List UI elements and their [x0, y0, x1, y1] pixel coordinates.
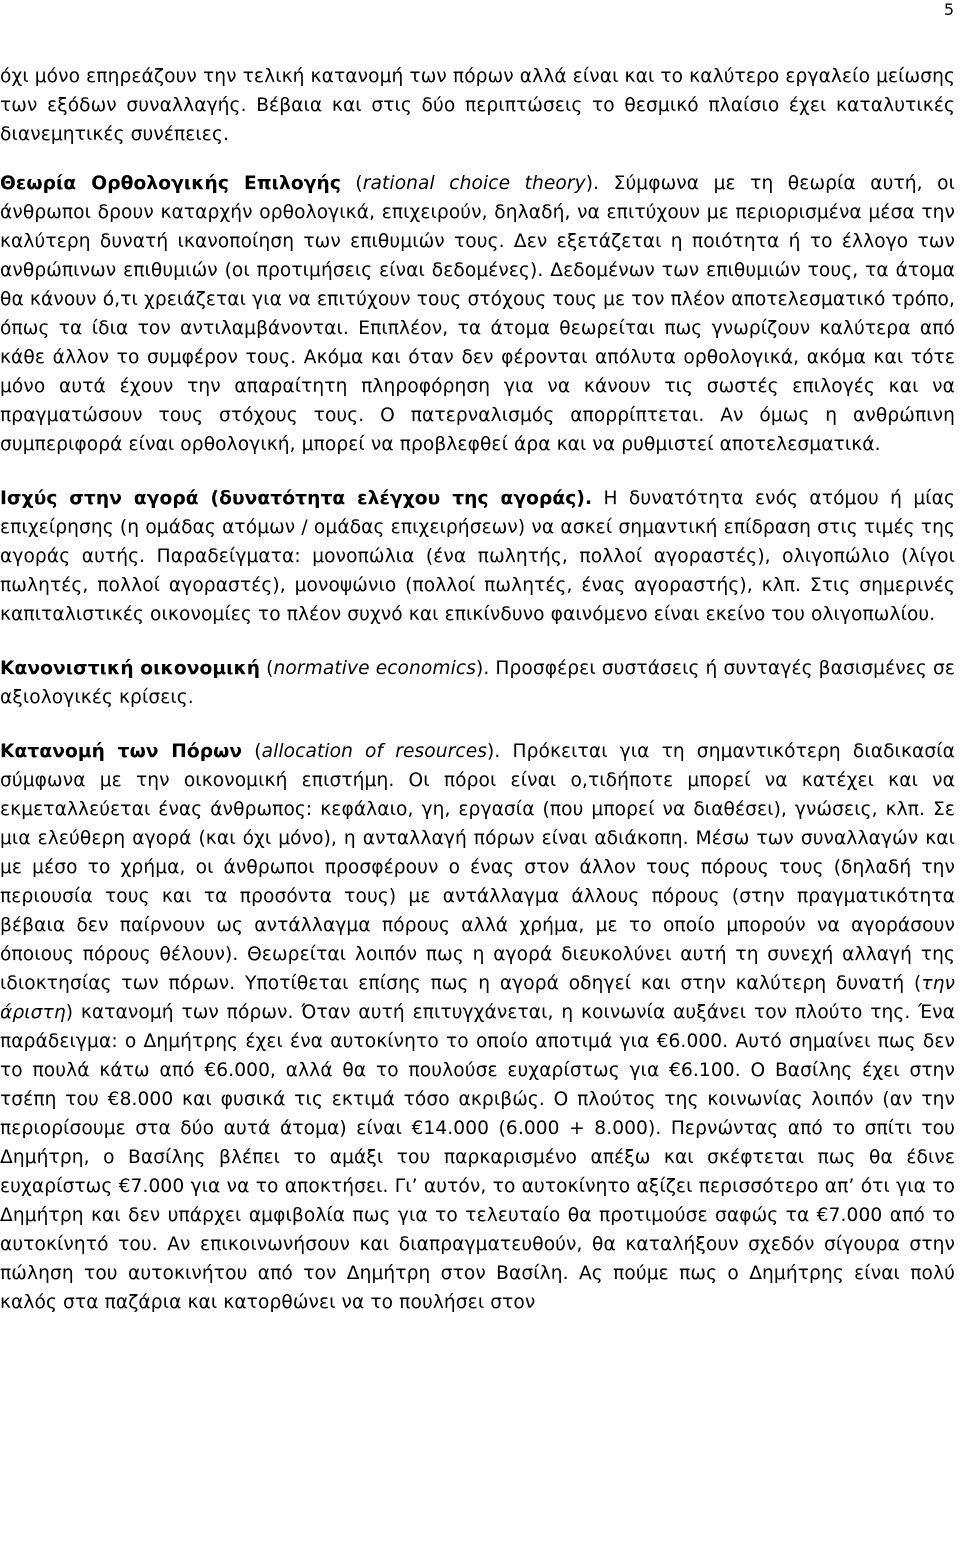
paragraph-normative-economics [0, 654, 955, 712]
paren-close: ). [585, 173, 600, 194]
paragraph-text: ) κατανομή των πόρων. Όταν αυτή επιτυγχάνεται, η κοινωνία αυξάνει τον πλούτο της. Ένα παράδειγμα: ο Δημήτρης έχει ένα αυτοκίνητο το οποίο αποτιμά για €6.000. Αυτό σημαίνει πως δεν το πουλά κάτω από €6.000, αλλά θα το πουλούσε ευχαρίστως για €6.100. Ο Βασίλης έχει στην τσέπη του €8.000 και φυσικά τις εκτιμά τόσο ακριβώς. Ο πλούτος της κοινωνίας λοιπόν (αν την περιορίσουμε στα δύο αυτά άτομα) είναι €14.000 (6.000 + 8.000). Περνώντας από το σπίτι του Δημήτρη, ο Βασίλης βλέπει το αμάξι του παρκαρισμένο απέξω και σκέφτεται πως θα έδινε ευχαρίστως €7.000 για να το αποκτήσει. Γι’ αυτόν, το αυτοκίνητο αξίζει περισσότερο απ’ ότι για το Δημήτρη και δεν υπάρχει αμφιβολία πως για το τελευταίο θα προτιμούσε σαφώς τα €7.000 από το αυτοκίνητό του. Αν επικοινωνήσουν και διαπραγματευθούν, θα καταλήξουν σχεδόν σίγουρα στην πώληση του αυτοκινήτου από τον Δημήτρη στον Βασίλη. Ας πούμε πως ο Δημήτρης είναι πολύ καλός στα παζάρια και κατορθώνει να το πουλήσει στον [0, 1002, 955, 1313]
paren-close: ). [487, 741, 501, 762]
paren-close: ). [475, 658, 490, 679]
paragraph-text: Πρόκειται για τη σημαντικότερη διαδικασία σύμφωνα με την οικονομική επιστήμη. Οι πόροι είναι ο,τιδήποτε μπορεί να κατέχει και να εκμεταλλεύεται ένας άνθρωπος: κεφάλαιο, γη, εργασία (που μπορεί να διαθέσει), γνώσεις, κλπ. Σε μια ελεύθερη αγορά (και όχι μόνο), η ανταλλαγή πόρων είναι αδιάκοπη. Μέσω των συναλλαγών και με μέσο το χρήμα, οι άνθρωποι προσφέρουν ο ένας στον άλλον τους πόρους τους (δηλαδή την περιουσία τους και τα προσόντα τους) με αντάλλαγμα άλλους πόρους (στην πραγματικότητα βέβαια δεν παίρνουν ως αντάλλαγμα πόρους αλλά χρήμα, με το οποίο μπορούν να αγοράσουν όποιους πόρους θέλουν). Θεωρείται λοιπόν πως η αγορά διευκολύνει αυτή τη συνεχή αλλαγή της ιδιοκτησίας των πόρων. Υποτίθεται επίσης πως η αγορά οδηγεί και στην καλύτερη δυνατή ( [0, 741, 955, 994]
english-term: allocation of resources [261, 741, 488, 762]
term-heading: Κανονιστική οικονομική [0, 658, 261, 679]
paragraph-continuation [0, 62, 955, 149]
paragraph-text: Σύμφωνα με τη θεωρία αυτή, οι άνθρωποι δρουν καταρχήν ορθολογικά, επιχειρούν, δηλαδή, να επιτύχουν με περιορισμένα μέσα την καλύτερη δυνατή ικανοποίηση των επιθυμιών τους. Δεν εξετάζεται η ποιότητα ή το έλλογο των ανθρώπινων επιθυμιών (οι προτιμήσεις είναι δεδομένες). Δεδομένων των επιθυμιών τους, τα άτομα θα κάνουν ό,τι χρειάζεται για να επιτύχουν τους στόχους τους με τον πλέον αποτελεσματικό τρόπο, όπως τα ίδια τον αντιλαμβάνονται. Επιπλέον, τα άτομα θεωρείται πως γνωρίζουν καλύτερα από κάθε άλλον το συμφέρον τους. Ακόμα και όταν δεν φέρονται απόλυτα ορθολογικά, ακόμα και τότε μόνο αυτά έχουν την απαραίτητη πληροφόρηση για να κάνουν τις σωστές επιλογές και να πραγματώσουν τους στόχους τους. Ο πατερναλισμός απορρίπτεται. Αν όμως η ανθρώπινη συμπεριφορά είναι ορθολογική, μπορεί να προβλεφθεί άρα και να ρυθμιστεί αποτελεσματικά. [0, 173, 955, 455]
italic-phrase: την άριστη [0, 973, 955, 1023]
paragraph-text: Προσφέρει συστάσεις ή συνταγές βασισμένες σε αξιολογικές κρίσεις. [0, 658, 955, 708]
paragraph-allocation-of-resources [0, 737, 955, 1317]
paragraph-text: όχι μόνο επηρεάζουν την τελική κατανομή των πόρων αλλά είναι και το καλύτερο εργαλείο μείωσης των εξόδων συναλλαγής. Βέβαια και στις δύο περιπτώσεις το θεσμικό πλαίσιο έχει καταλυτικές διανεμητικές συνέπειες. [0, 66, 955, 145]
term-heading: Κατανομή των Πόρων [0, 741, 243, 762]
term-heading: Ισχύς στην αγορά (δυνατότητα ελέγχου της αγοράς). [0, 488, 593, 509]
english-term: normative economics [273, 658, 476, 679]
paragraph-market-power [0, 484, 955, 629]
paren-open: ( [242, 741, 262, 762]
paren-open: ( [340, 173, 363, 194]
document-body [0, 62, 955, 1342]
page-number: 5 [943, 0, 954, 19]
english-term: rational choice theory [362, 173, 586, 194]
term-heading: Θεωρία Ορθολογικής Επιλογής [0, 173, 341, 194]
paragraph-text: Η δυνατότητα ενός ατόμου ή μίας επιχείρησης (η ομάδας ατόμων / ομάδας επιχειρήσεων) να ασκεί σημαντική επίδραση στις τιμές της αγοράς αυτής. Παραδείγματα: μονοπώλια (ένα πωλητής, πολλοί αγοραστές), ολιγοπώλιο (λίγοι πωλητές, πολλοί αγοραστές), μονοψώνιο (πολλοί πωλητές, ένας αγοραστής), κλπ. Στις σημερινές καπιταλιστικές οικονομίες το πλέον συχνό και επικίνδυνο φαινόμενο είναι εκείνο του ολιγοπωλίου. [0, 488, 956, 625]
paren-open: ( [260, 658, 274, 679]
paragraph-rational-choice [0, 169, 955, 459]
